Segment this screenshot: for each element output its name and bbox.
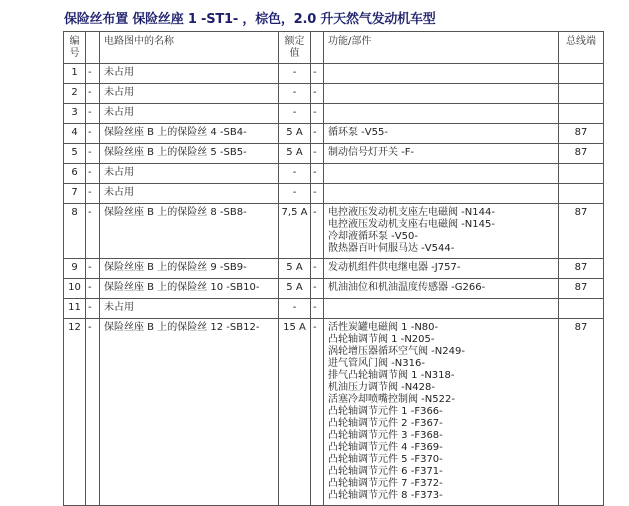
cell-function	[324, 64, 559, 84]
function-item: 活性炭罐电磁阀 1 -N80-	[328, 322, 439, 333]
cell-dash-2: -	[311, 144, 324, 164]
cell-dash-2: -	[311, 204, 324, 259]
cell-terminal: 87	[559, 259, 604, 279]
cell-rating: 5 A	[279, 144, 311, 164]
cell-dash-1: -	[86, 104, 100, 124]
cell-function	[324, 184, 559, 204]
cell-dash-2: -	[311, 279, 324, 299]
function-item: 散热器百叶伺服马达 -V544-	[328, 243, 455, 254]
function-item: 机油油位和机油温度传感器 -G266-	[328, 282, 486, 293]
function-item: 排气凸轮轴调节阀 1 -N318-	[328, 370, 455, 381]
table-row	[64, 124, 604, 144]
cell-dash-2: -	[311, 164, 324, 184]
table-row	[64, 64, 604, 84]
cell-terminal	[559, 299, 604, 319]
cell-number: 3	[64, 104, 86, 124]
cell-dash-1: -	[86, 184, 100, 204]
cell-terminal: 87	[559, 279, 604, 299]
table-row	[64, 259, 604, 279]
cell-function	[324, 164, 559, 184]
cell-dash-2: -	[311, 64, 324, 84]
cell-rating: 5 A	[279, 259, 311, 279]
function-item: 进气管风门阀 -N316-	[328, 358, 425, 369]
header-name: 电路图中的名称	[100, 32, 279, 64]
function-item: 冷却液循环泵 -V50-	[328, 231, 418, 242]
cell-rating: 15 A	[279, 319, 311, 506]
function-item: 凸轮轴调节元件 7 -F372-	[328, 478, 443, 489]
cell-terminal	[559, 84, 604, 104]
header-function: 功能/部件	[324, 32, 559, 64]
cell-dash-1: -	[86, 279, 100, 299]
cell-dash-1: -	[86, 204, 100, 259]
table-row	[64, 164, 604, 184]
cell-name: 未占用	[100, 104, 279, 124]
function-item: 凸轮轴调节元件 5 -F370-	[328, 454, 443, 465]
function-item: 循环泵 -V55-	[328, 127, 388, 138]
cell-rating: -	[279, 184, 311, 204]
cell-name: 保险丝座 B 上的保险丝 8 -SB8-	[100, 204, 279, 259]
cell-function	[324, 259, 559, 279]
cell-terminal	[559, 164, 604, 184]
cell-number: 9	[64, 259, 86, 279]
cell-rating: 7,5 A	[279, 204, 311, 259]
cell-dash-1: -	[86, 144, 100, 164]
cell-dash-1: -	[86, 64, 100, 84]
cell-name: 未占用	[100, 299, 279, 319]
cell-function	[324, 279, 559, 299]
cell-name: 保险丝座 B 上的保险丝 12 -SB12-	[100, 319, 279, 506]
table-row	[64, 279, 604, 299]
header-dash-1	[86, 32, 100, 64]
cell-function	[324, 84, 559, 104]
header-terminal: 总线端	[559, 32, 604, 64]
table-row	[64, 104, 604, 124]
function-item: 凸轮轴调节元件 3 -F368-	[328, 430, 443, 441]
cell-terminal	[559, 104, 604, 124]
cell-name: 保险丝座 B 上的保险丝 4 -SB4-	[100, 124, 279, 144]
function-item: 凸轮轴调节元件 4 -F369-	[328, 442, 443, 453]
cell-number: 12	[64, 319, 86, 506]
function-item: 电控液压发动机支座右电磁阀 -N145-	[328, 219, 495, 230]
function-item: 涡轮增压器循环空气阀 -N249-	[328, 346, 465, 357]
header-rating: 额定值	[279, 32, 311, 64]
table-row	[64, 204, 604, 259]
cell-function	[324, 104, 559, 124]
cell-rating: -	[279, 104, 311, 124]
cell-number: 2	[64, 84, 86, 104]
table-row	[64, 299, 604, 319]
cell-rating: -	[279, 64, 311, 84]
cell-rating: -	[279, 164, 311, 184]
cell-number: 8	[64, 204, 86, 259]
cell-dash-1: -	[86, 299, 100, 319]
cell-dash-2: -	[311, 299, 324, 319]
cell-number: 1	[64, 64, 86, 84]
table-header-row	[64, 32, 604, 64]
function-item: 凸轮轴调节元件 6 -F371-	[328, 466, 443, 477]
header-dash-2	[311, 32, 324, 64]
page-title: 保险丝布置 保险丝座 1 -ST1- ，棕色，2.0 升天然气发动机车型	[64, 12, 436, 27]
cell-function	[324, 299, 559, 319]
cell-terminal: 87	[559, 144, 604, 164]
cell-terminal: 87	[559, 124, 604, 144]
cell-terminal	[559, 64, 604, 84]
cell-number: 5	[64, 144, 86, 164]
cell-name: 未占用	[100, 84, 279, 104]
cell-dash-2: -	[311, 259, 324, 279]
function-item: 电控液压发动机支座左电磁阀 -N144-	[328, 207, 495, 218]
cell-rating: 5 A	[279, 124, 311, 144]
cell-number: 6	[64, 164, 86, 184]
cell-dash-1: -	[86, 84, 100, 104]
fuse-table	[63, 31, 604, 506]
cell-name: 保险丝座 B 上的保险丝 9 -SB9-	[100, 259, 279, 279]
cell-number: 7	[64, 184, 86, 204]
cell-name: 未占用	[100, 64, 279, 84]
cell-terminal	[559, 184, 604, 204]
function-item: 凸轮轴调节元件 1 -F366-	[328, 406, 443, 417]
function-item: 发动机组件供电继电器 -J757-	[328, 262, 461, 273]
cell-dash-2: -	[311, 124, 324, 144]
cell-number: 10	[64, 279, 86, 299]
cell-rating: -	[279, 299, 311, 319]
table-row	[64, 184, 604, 204]
cell-function	[324, 124, 559, 144]
cell-function	[324, 319, 559, 506]
cell-dash-1: -	[86, 319, 100, 506]
cell-dash-2: -	[311, 319, 324, 506]
cell-name: 未占用	[100, 164, 279, 184]
cell-number: 11	[64, 299, 86, 319]
function-item: 凸轮轴调节元件 8 -F373-	[328, 490, 443, 501]
table-row	[64, 84, 604, 104]
table-body	[64, 64, 604, 506]
table-row	[64, 319, 604, 506]
cell-dash-1: -	[86, 164, 100, 184]
cell-terminal: 87	[559, 319, 604, 506]
cell-rating: 5 A	[279, 279, 311, 299]
cell-name: 未占用	[100, 184, 279, 204]
header-number: 编号	[64, 32, 86, 64]
cell-dash-2: -	[311, 184, 324, 204]
cell-rating: -	[279, 84, 311, 104]
cell-name: 保险丝座 B 上的保险丝 10 -SB10-	[100, 279, 279, 299]
cell-dash-2: -	[311, 104, 324, 124]
cell-dash-2: -	[311, 84, 324, 104]
table-row	[64, 144, 604, 164]
cell-dash-1: -	[86, 259, 100, 279]
cell-name: 保险丝座 B 上的保险丝 5 -SB5-	[100, 144, 279, 164]
function-item: 制动信号灯开关 -F-	[328, 147, 415, 158]
function-item: 活塞冷却喷嘴控制阀 -N522-	[328, 394, 455, 405]
cell-function	[324, 204, 559, 259]
cell-dash-1: -	[86, 124, 100, 144]
cell-number: 4	[64, 124, 86, 144]
function-item: 机油压力调节阀 -N428-	[328, 382, 435, 393]
cell-function	[324, 144, 559, 164]
function-item: 凸轮轴调节元件 2 -F367-	[328, 418, 443, 429]
function-item: 凸轮轴调节阀 1 -N205-	[328, 334, 435, 345]
cell-terminal: 87	[559, 204, 604, 259]
